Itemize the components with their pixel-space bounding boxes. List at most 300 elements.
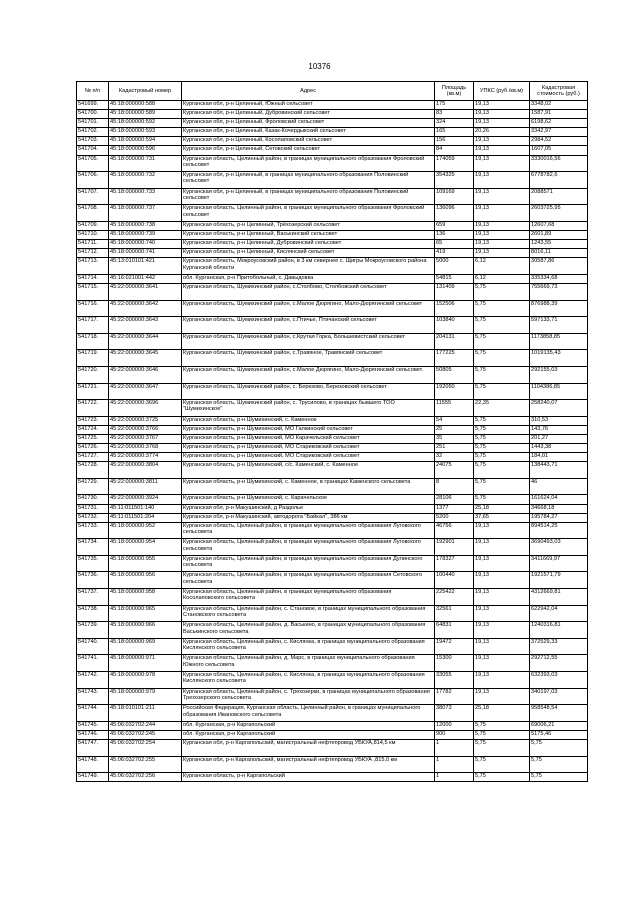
header-row-number: № п/п [77,82,109,101]
cadastral-cost-cell: 3348,02 [530,101,588,110]
table-row [77,622,588,639]
cadastral-cost-cell: 876988,39 [530,300,588,317]
cadastral-cost-cell: 894514,25 [530,522,588,539]
area-cell: 64831 [435,622,474,639]
row-number-cell: 541716. [77,300,109,317]
upks-cell: 19,13 [474,101,530,110]
cadastral-cost-cell: 2088571 [530,188,588,205]
row-number-cell: 541708. [77,205,109,222]
row-number-cell: 541744. [77,705,109,722]
upks-cell: 5,75 [474,756,530,773]
row-number-cell: 541743. [77,688,109,705]
area-cell: 46756 [435,522,474,539]
cadastral-number-cell: 45:22:000000:3811 [109,478,182,495]
address-cell: Курганская область, Шумихинский район, с.Крутая Горка, Большевистский сельсовет [182,333,435,350]
cadastral-cost-cell: 1104386,85 [530,383,588,400]
cadastral-cost-cell: 1587,91 [530,110,588,119]
row-number-cell: 541718. [77,333,109,350]
cadastral-number-cell: 45:18:000000:958 [109,589,182,606]
row-number-cell: 541730. [77,495,109,504]
upks-cell: 19,13 [474,605,530,622]
cadastral-cost-cell: 3342,97 [530,128,588,137]
cadastral-cost-cell: 6778782,6 [530,172,588,189]
cadastral-number-cell: 45:13:010101:421 [109,258,182,275]
address-cell: Курганская область, р-н Шумихинский, МО Стариковский сельсовет [182,453,435,462]
row-number-cell: 541725. [77,434,109,443]
area-cell: 5200 [435,513,474,522]
address-cell: Курганская область, Целинный район, с. Кислянка, в границах муниципального образования Кислянского сельсовета [182,672,435,689]
address-cell: Курганская обл, р-н Целинный, Косолаповский сельсовет [182,137,435,146]
cadastral-cost-cell: 1921571,79 [530,572,588,589]
upks-cell: 19,13 [474,146,530,155]
address-cell: Курганская область, Целинный район, с. Становое, в границах муниципального образования Становского сельсовета [182,605,435,622]
row-number-cell: 541719. [77,350,109,367]
row-number-cell: 541710. [77,231,109,240]
upks-cell: 19,13 [474,622,530,639]
row-number-cell: 541701. [77,119,109,128]
address-cell: Курганская область, р-н Целинный, Васькинский сельсовет [182,231,435,240]
area-cell: 131409 [435,284,474,301]
cadastral-number-cell: 45:22:000000:3647 [109,383,182,400]
cadastral-number-cell: 45:18:000000:979 [109,688,182,705]
cadastral-cost-cell: 292155,03 [530,366,588,383]
table-row [77,672,588,689]
row-number-cell: 541723. [77,416,109,425]
cadastral-cost-cell: 34668,18 [530,504,588,513]
area-cell: 165 [435,128,474,137]
cadastral-cost-cell: 46 [530,478,588,495]
row-number-cell: 541702. [77,128,109,137]
cadastral-number-cell: 45:22:000000:3924 [109,495,182,504]
upks-cell: 19,13 [474,688,530,705]
address-cell: Курганская область, р-н Шумихинский, с/с. Каменский, с. Каменное [182,462,435,479]
area-cell: 419 [435,249,474,258]
cadastral-number-cell: 45:22:000000:3725 [109,416,182,425]
table-row [77,638,588,655]
cadastral-number-cell: 45:18:000000:955 [109,555,182,572]
row-number-cell: 541704. [77,146,109,155]
upks-cell: 5,75 [474,721,530,730]
row-number-cell: 541733. [77,522,109,539]
row-number-cell: 541747. [77,740,109,757]
row-number-cell: 541736. [77,572,109,589]
area-cell: 177225 [435,350,474,367]
address-cell: Курганская область, Шумихинский район, с. Трусилово, в границах бывшего ТОО "Шумихинское" [182,400,435,417]
cadastral-number-cell: 45:18:000000:738 [109,221,182,230]
cadastral-number-cell: 45:22:000000:3641 [109,284,182,301]
address-cell: Курганская область, Шумихинский район, с. Березово, Березовский сельсовет [182,383,435,400]
upks-cell: 19,13 [474,240,530,249]
cadastral-cost-cell: 5,75 [530,740,588,757]
row-number-cell: 541706. [77,172,109,189]
table-row [77,522,588,539]
row-number-cell: 541720. [77,366,109,383]
table-row [77,383,588,400]
table-row [77,137,588,146]
address-cell: Курганская область, Целинный район, в границах муниципального образования Сетовского сельсовета [182,572,435,589]
area-cell: 204131 [435,333,474,350]
cadastral-cost-cell: 1607,05 [530,146,588,155]
table-row [77,705,588,722]
row-number-cell: 541745. [77,721,109,730]
row-number-cell: 541714. [77,274,109,283]
header-address: Адрес [182,82,435,101]
area-cell: 11555 [435,400,474,417]
cadastral-number-cell: 45:18:000000:952 [109,522,182,539]
cadastral-cost-cell: 5,75 [530,756,588,773]
address-cell: Курганская область, Шумихинский район, с.Малое Дюрягино, Мало-Дюрягинский сельсовет [182,300,435,317]
area-cell: 38073 [435,705,474,722]
cadastral-cost-cell: 1443,38 [530,444,588,453]
area-cell: 174059 [435,155,474,172]
cadastral-cost-cell: 8016,11 [530,249,588,258]
cadastral-number-cell: 45:06:032702:256 [109,773,182,782]
address-cell: Курганская область, Целинный район, с. Трехозерки, в границах муниципального образования Трехозерского сельсовета [182,688,435,705]
row-number-cell: 541737. [77,589,109,606]
area-cell: 54 [435,416,474,425]
area-cell: 84 [435,146,474,155]
cadastral-cost-cell: 755669,73 [530,284,588,301]
cadastral-cost-cell: 335334,68 [530,274,588,283]
address-cell: Курганская область, Шумихинский район, с.Птичье, Птичанский сельсовет [182,317,435,334]
address-cell: Курганская обл, р-н Целинный, Казак-Кочердыкский сельсовет [182,128,435,137]
upks-cell: 25,18 [474,705,530,722]
upks-cell: 19,13 [474,638,530,655]
cadastral-value-table [76,81,588,782]
address-cell: Курганская область, р-н Шумихинский, с. Каменное, в границах Каменского сельсовета [182,478,435,495]
address-cell: обл. Курганская, р-н Притобольный, с. Давыдовка [182,274,435,283]
cadastral-number-cell: 45:18:000000:737 [109,205,182,222]
area-cell: 12000 [435,721,474,730]
cadastral-cost-cell: 1243,55 [530,240,588,249]
table-row [77,539,588,556]
table-row [77,231,588,240]
header-upks: УПКС (руб./кв.м) [474,82,530,101]
area-cell: 32561 [435,605,474,622]
area-cell: 54815 [435,274,474,283]
row-number-cell: 541732. [77,513,109,522]
table-row [77,756,588,773]
upks-cell: 19,13 [474,672,530,689]
upks-cell: 5,75 [474,333,530,350]
address-cell: Курганская область, Целинный район, в границах муниципального образования Фроловский сельсовет [182,155,435,172]
row-number-cell: 541742. [77,672,109,689]
table-row [77,146,588,155]
upks-cell: 5,75 [474,478,530,495]
area-cell: 32 [435,453,474,462]
cadastral-number-cell: 45:22:000000:3643 [109,317,182,334]
header-cadastral-cost: Кадастровая стоимость (руб.) [530,82,588,101]
row-number-cell: 541738. [77,605,109,622]
cadastral-number-cell: 45:18:000000:971 [109,655,182,672]
cadastral-number-cell: 45:22:000000:3804 [109,462,182,479]
address-cell: Курганская область, р-н Шумихинский, с. Карачельское [182,495,435,504]
row-number-cell: 541709. [77,221,109,230]
cadastral-cost-cell: 958548,54 [530,705,588,722]
table-row [77,740,588,757]
page-number: 10376 [308,62,331,71]
cadastral-cost-cell: 1240316,81 [530,622,588,639]
cadastral-number-cell: 45:22:000000:3774 [109,453,182,462]
cadastral-cost-cell: 258240,07 [530,400,588,417]
row-number-cell: 541735. [77,555,109,572]
upks-cell: 19,13 [474,205,530,222]
cadastral-number-cell: 45:22:000000:3645 [109,350,182,367]
cadastral-number-cell: 45:06:032702:245 [109,730,182,739]
table-row [77,572,588,589]
address-cell: Курганская область, р-н Шумихинский, МО Галкинский сельсовет [182,425,435,434]
cadastral-cost-cell: 3690493,03 [530,539,588,556]
table-row [77,205,588,222]
area-cell: 659 [435,221,474,230]
cadastral-cost-cell: 143,76 [530,425,588,434]
area-cell: 19472 [435,638,474,655]
area-cell: 28106 [435,495,474,504]
upks-cell: 5,75 [474,444,530,453]
table-row [77,495,588,504]
cadastral-number-cell: 45:11:011501:204 [109,513,182,522]
row-number-cell: 541740. [77,638,109,655]
cadastral-number-cell: 45:22:000000:3767 [109,434,182,443]
row-number-cell: 541699. [77,101,109,110]
upks-cell: 5,75 [474,434,530,443]
cadastral-number-cell: 45:18:000000:966 [109,622,182,639]
table-row [77,773,588,782]
upks-cell: 19,13 [474,172,530,189]
cadastral-cost-cell: 30587,86 [530,258,588,275]
address-cell: Курганская обл, р-н Целинный, Фроловский сельсовет [182,119,435,128]
address-cell: Курганская область, Шумихинский район, с.Малое Дюрягино, Мало-Дюрягинский сельсовет. [182,366,435,383]
area-cell: 100440 [435,572,474,589]
row-number-cell: 541731. [77,504,109,513]
table-row [77,300,588,317]
address-cell: Курганская обл, р-н Целинный, в границах муниципального образования Половинский сельсовет [182,188,435,205]
address-cell: Российская Федерация, Курганская область, Целинный район, в границах муниципального образования Ивановского сельсовета [182,705,435,722]
cadastral-cost-cell: 597133,71 [530,317,588,334]
area-cell: 83 [435,110,474,119]
upks-cell: 37,65 [474,513,530,522]
upks-cell: 5,75 [474,730,530,739]
area-cell: 156 [435,137,474,146]
upks-cell: 19,13 [474,249,530,258]
address-cell: Курганская область, р-н Целинный, Кислянский сельсовет [182,249,435,258]
address-cell: Курганская область, Целинный район, с. Кислянка, в границах муниципального образования Кислянского сельсовета [182,638,435,655]
table-row [77,688,588,705]
table-row [77,655,588,672]
row-number-cell: 541746. [77,730,109,739]
address-cell: Курганская обл, р-н Целинный, Дубровинский сельсовет [182,110,435,119]
cadastral-cost-cell: 161624,04 [530,495,588,504]
area-cell: 1377 [435,504,474,513]
row-number-cell: 541728. [77,462,109,479]
area-cell: 109169 [435,188,474,205]
cadastral-number-cell: 45:18:000000:956 [109,572,182,589]
upks-cell: 19,13 [474,655,530,672]
address-cell: Курганская обл, р-н Целинный, в границах муниципального образования Половинский сельсовет [182,172,435,189]
cadastral-cost-cell: 2984,52 [530,137,588,146]
address-cell: Курганская обл, р-н Целинный, Южный сельсовет [182,101,435,110]
address-cell: обл. Курганская, р-н Каргапольский [182,721,435,730]
address-cell: Курганская обл, р-н Целинный, Сетовский сельсовет [182,146,435,155]
table-row [77,333,588,350]
area-cell: 5000 [435,258,474,275]
area-cell: 136 [435,231,474,240]
upks-cell: 20,26 [474,128,530,137]
header-area: Площадь (кв.м) [435,82,474,101]
address-cell: Курганская область, р-н Целинный, Трёхозерский сельсовет [182,221,435,230]
cadastral-number-cell: 45:18:000000:732 [109,172,182,189]
area-cell: 152506 [435,300,474,317]
cadastral-number-cell: 45:18:000000:596 [109,146,182,155]
area-cell: 175 [435,101,474,110]
table-row [77,240,588,249]
cadastral-number-cell: 45:18:000000:594 [109,137,182,146]
cadastral-cost-cell: 340197,03 [530,688,588,705]
area-cell: 192050 [435,383,474,400]
table-row [77,504,588,513]
area-cell: 900 [435,730,474,739]
table-row [77,462,588,479]
row-number-cell: 541715. [77,284,109,301]
address-cell: Курганская обл, р-н Макушинский, д Раздолье [182,504,435,513]
table-row [77,155,588,172]
address-cell: Курганская область, Шумихинский район, с.Травяное, Травянский сельсовет [182,350,435,367]
row-number-cell: 541724. [77,425,109,434]
row-number-cell: 541722. [77,400,109,417]
upks-cell: 5,75 [474,453,530,462]
table-row [77,400,588,417]
area-cell: 33055 [435,672,474,689]
cadastral-cost-cell: 12607,68 [530,221,588,230]
row-number-cell: 541705. [77,155,109,172]
table-row [77,128,588,137]
table-row [77,434,588,443]
cadastral-cost-cell: 3411669,97 [530,555,588,572]
address-cell: Курганская область, Целинный район, в границах муниципального образования Луговского сельсовета [182,539,435,556]
upks-cell: 19,13 [474,188,530,205]
row-number-cell: 541707. [77,188,109,205]
cadastral-cost-cell: 1019135,43 [530,350,588,367]
table-row [77,258,588,275]
cadastral-number-cell: 45:18:000000:589 [109,110,182,119]
table-row [77,416,588,425]
upks-cell: 19,13 [474,231,530,240]
table-row [77,101,588,110]
address-cell: Курганская область, Целинный район, в границах муниципального образования Фроловский сельсовет [182,205,435,222]
area-cell: 178327 [435,555,474,572]
row-number-cell: 541711. [77,240,109,249]
table-header-row [77,82,588,101]
cadastral-number-cell: 45:18:000000:965 [109,605,182,622]
cadastral-cost-cell: 69006,21 [530,721,588,730]
cadastral-number-cell: 45:22:000000:3696 [109,400,182,417]
area-cell: 8 [435,478,474,495]
upks-cell: 5,75 [474,740,530,757]
area-cell: 25 [435,425,474,434]
upks-cell: 25,18 [474,504,530,513]
cadastral-cost-cell: 184,01 [530,453,588,462]
address-cell: Курганская область, р-н Шумихинский, с. Каменное [182,416,435,425]
area-cell: 15300 [435,655,474,672]
area-cell: 17782 [435,688,474,705]
upks-cell: 19,13 [474,119,530,128]
cadastral-cost-cell: 138443,71 [530,462,588,479]
table-row [77,366,588,383]
row-number-cell: 541717. [77,317,109,334]
table-row [77,221,588,230]
upks-cell: 19,13 [474,522,530,539]
cadastral-number-cell: 45:18:000000:592 [109,119,182,128]
cadastral-cost-cell: 310,53 [530,416,588,425]
cadastral-number-cell: 45:22:000000:3768 [109,444,182,453]
table-row [77,110,588,119]
table-row [77,478,588,495]
address-cell: Курганская область, Целинный район, в границах муниципального образования Косолаповского сельсовета [182,589,435,606]
row-number-cell: 541748. [77,756,109,773]
upks-cell: 6,12 [474,258,530,275]
cadastral-number-cell: 45:06:032702:244 [109,721,182,730]
upks-cell: 5,75 [474,495,530,504]
row-number-cell: 541749. [77,773,109,782]
upks-cell: 19,13 [474,572,530,589]
upks-cell: 5,75 [474,300,530,317]
address-cell: Курганская область, р-н Целинный, Дубровинский сельсовет [182,240,435,249]
area-cell: 50805 [435,366,474,383]
cadastral-number-cell: 45:11:011501:140 [109,504,182,513]
cadastral-cost-cell: 2603725,95 [530,205,588,222]
cadastral-number-cell: 45:18:000000:733 [109,188,182,205]
row-number-cell: 541727. [77,453,109,462]
address-cell: Курганская область, Целинный район, д. Васькино, в границах муниципального образования Васькинского сельсовета [182,622,435,639]
table-row [77,425,588,434]
cadastral-number-cell: 45:18:000000:588 [109,101,182,110]
cadastral-number-cell: 45:18:000000:593 [109,128,182,137]
cadastral-cost-cell: 632393,03 [530,672,588,689]
table-row [77,730,588,739]
cadastral-cost-cell: 292712,55 [530,655,588,672]
address-cell: Курганская область, Целинный район, в границах муниципального образования Луговского сельсовета [182,522,435,539]
table-row [77,172,588,189]
address-cell: Курганская область, Шумихинский район, с.Столбово, Столбовский сельсовет [182,284,435,301]
cadastral-cost-cell: 622942,04 [530,605,588,622]
row-number-cell: 541721. [77,383,109,400]
area-cell: 1 [435,740,474,757]
area-cell: 1 [435,773,474,782]
area-cell: 103840 [435,317,474,334]
upks-cell: 19,13 [474,589,530,606]
row-number-cell: 541703. [77,137,109,146]
cadastral-number-cell: 45:06:032702:254 [109,740,182,757]
area-cell: 136096 [435,205,474,222]
row-number-cell: 541726. [77,444,109,453]
cadastral-cost-cell: 5175,46 [530,730,588,739]
address-cell: Курганская область, р-н Шумихинский, МО Стариковский сельсовет [182,444,435,453]
cadastral-number-cell: 45:16:021001:442 [109,274,182,283]
address-cell: обл. Курганская, р-н Каргапольский [182,730,435,739]
upks-cell: 19,13 [474,221,530,230]
area-cell: 35 [435,434,474,443]
upks-cell: 19,13 [474,539,530,556]
row-number-cell: 541713. [77,258,109,275]
area-cell: 251 [435,444,474,453]
table-row [77,284,588,301]
cadastral-cost-cell: 201,27 [530,434,588,443]
address-cell: Курганская область, Мокроусовский район, в 3 км севернее с. Щигры Мокроусовского района Курганской области [182,258,435,275]
address-cell: Курганская область, Целинный район, д. Марс, в границах муниципального образования Южного сельсовета [182,655,435,672]
address-cell: Курганская область, р-н Шумихинский, МО Карачельский сельсовет [182,434,435,443]
upks-cell: 19,13 [474,110,530,119]
cadastral-number-cell: 45:18:000000:954 [109,539,182,556]
